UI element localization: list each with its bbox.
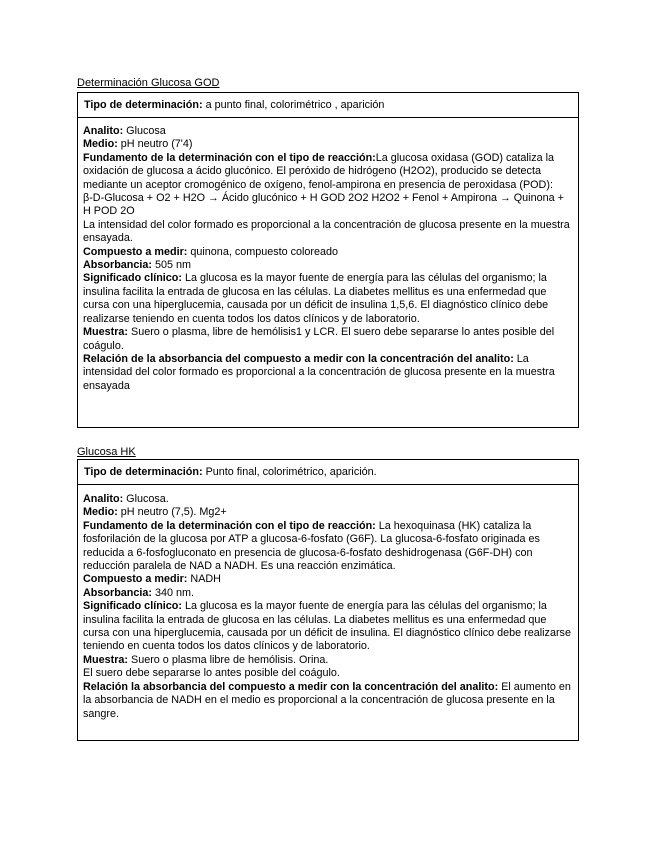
significado-label: Significado clínico:: [83, 600, 182, 613]
muestra-value: Suero o plasma, libre de hemólisis1 y LCR. El suero debe separarse lo antes posible del coágulo.: [83, 326, 555, 352]
relacion-label: Relación la absorbancia del compuesto a medir con la concentración del analito:: [83, 680, 499, 693]
absorbancia-line: [83, 587, 574, 600]
relacion-line: [83, 353, 574, 393]
tipo-label: Tipo de determinación:: [84, 466, 203, 478]
relacion-label: Relación de la absorbancia del compuesto a medir con la concentración del analito:: [83, 352, 514, 365]
significado-line: [83, 600, 574, 654]
muestra-line: [83, 326, 574, 353]
tipo-box: [77, 92, 579, 118]
fundamento-label: Fundamento de la determinación con el tipo de reacción:: [83, 519, 376, 532]
compuesto-label: Compuesto a medir:: [83, 245, 188, 258]
analito-label: Analito:: [83, 493, 124, 505]
compuesto-line: [83, 573, 574, 586]
compuesto-value: quinona, compuesto coloreado: [187, 245, 339, 258]
analito-value: Glucosa: [123, 125, 166, 137]
tipo-line: [84, 466, 572, 479]
absorbancia-label: Absorbancia:: [83, 586, 152, 599]
medio-value: pH neutro (7'4): [117, 138, 193, 151]
analito-line: [83, 493, 574, 506]
tipo-value: Punto final, colorimétrico, aparición.: [202, 466, 377, 478]
relacion-value: La intensidad del color formado es proporcional a la concentración de glucosa presente en la muestra ensayada: [83, 352, 555, 392]
significado-value: La glucosa es la mayor fuente de energía para las células del organismo; la insulina facilita la entrada de glucosa en las células. La diabetes mellitus es una enfermedad que cursa con una hiperglucemia, causada por un déficit de insulina. El diagnóstico clínico debe realizarse teniendo en cuenta todos los datos clínicos y de laboratorio.: [83, 600, 571, 653]
intensidad-line: La intensidad del color formado es proporcional a la concentración de glucosa presente en la muestra ensayada.: [83, 218, 570, 245]
fundamento-value: La glucosa oxidasa (GOD) cataliza la oxidación de glucosa a ácido glucónico. El peróxido de hidrógeno (H2O2), producido se detecta mediante un aceptor cromogénico de oxígeno, fenol-ampirona en presencia de peroxidasa (POD):: [83, 151, 554, 191]
section-title: Glucosa HK: [77, 446, 136, 458]
absorbancia-line: [83, 259, 574, 272]
fundamento-value: La hexoquinasa (HK) cataliza la fosforilación de la glucosa por ATP a glucosa-6-fosfato (G6F). La glucosa-6-fosfato originada es reducida a 6-fosfogluconato en presencia de glucosa-6-fosfato deshidrogenasa (G6F-DH) con reducción paralela de NAD a NADH. Es una reacción enzimática.: [83, 519, 540, 573]
significado-line: [83, 272, 574, 326]
absorbancia-label: Absorbancia:: [83, 259, 152, 272]
compuesto-label: Compuesto a medir:: [83, 573, 188, 586]
tipo-label: Tipo de determinación:: [84, 99, 203, 111]
relacion-value: El aumento en la absorbancia de NADH en el medio es proporcional a la concentración de glucosa presente en la sangre.: [83, 680, 571, 720]
details-box: [77, 117, 579, 428]
compuesto-line: [83, 246, 574, 259]
muestra-label: Muestra:: [83, 326, 128, 339]
medio-line: [83, 138, 574, 151]
absorbancia-value: 340 nm.: [152, 586, 195, 599]
absorbancia-value: 505 nm: [152, 259, 192, 272]
medio-label: Medio:: [83, 138, 118, 151]
muestra-value: Suero o plasma libre de hemólisis. Orina.: [128, 653, 329, 666]
significado-value: La glucosa es la mayor fuente de energía para las células del organismo; la insulina facilita la entrada de glucosa en las células. La diabetes mellitus es una enfermedad que cursa con una hiperglucemia, causada por un déficit de insulina 1,5,6. El diagnóstico clínico debe realizarse teniendo en cuenta todos los datos clínicos y de laboratorio.: [83, 272, 549, 325]
compuesto-value: NADH: [187, 573, 221, 586]
fundamento-line: [83, 520, 574, 574]
reaccion-line: β-D-Glucosa + O2 + H2O → Ácido glucónico + H GOD 2O2 H2O2 + Fenol + Ampirona → Quinona + H POD 2O: [83, 192, 564, 218]
analito-label: Analito:: [83, 125, 124, 137]
fundamento-line: [83, 152, 574, 192]
tipo-line: [84, 99, 572, 112]
analito-line: [83, 125, 574, 138]
medio-label: Medio:: [83, 506, 118, 519]
relacion-line: [83, 681, 574, 721]
muestra-line: [83, 654, 574, 667]
tipo-box: [77, 459, 579, 485]
analito-value: Glucosa.: [123, 493, 169, 505]
fundamento-label: Fundamento de la determinación con el tipo de reacción:: [83, 151, 376, 164]
medio-value: pH neutro (7,5). Mg2+: [117, 506, 227, 519]
significado-label: Significado clínico:: [83, 272, 182, 285]
medio-line: [83, 506, 574, 519]
muestra-label: Muestra:: [83, 653, 128, 666]
details-box: [77, 484, 579, 741]
tipo-value: a punto final, colorimétrico , aparición: [202, 99, 385, 111]
section-title: Determinación Glucosa GOD: [77, 77, 220, 89]
muestra-extra-line: El suero debe separarse lo antes posible del coágulo.: [83, 667, 340, 680]
